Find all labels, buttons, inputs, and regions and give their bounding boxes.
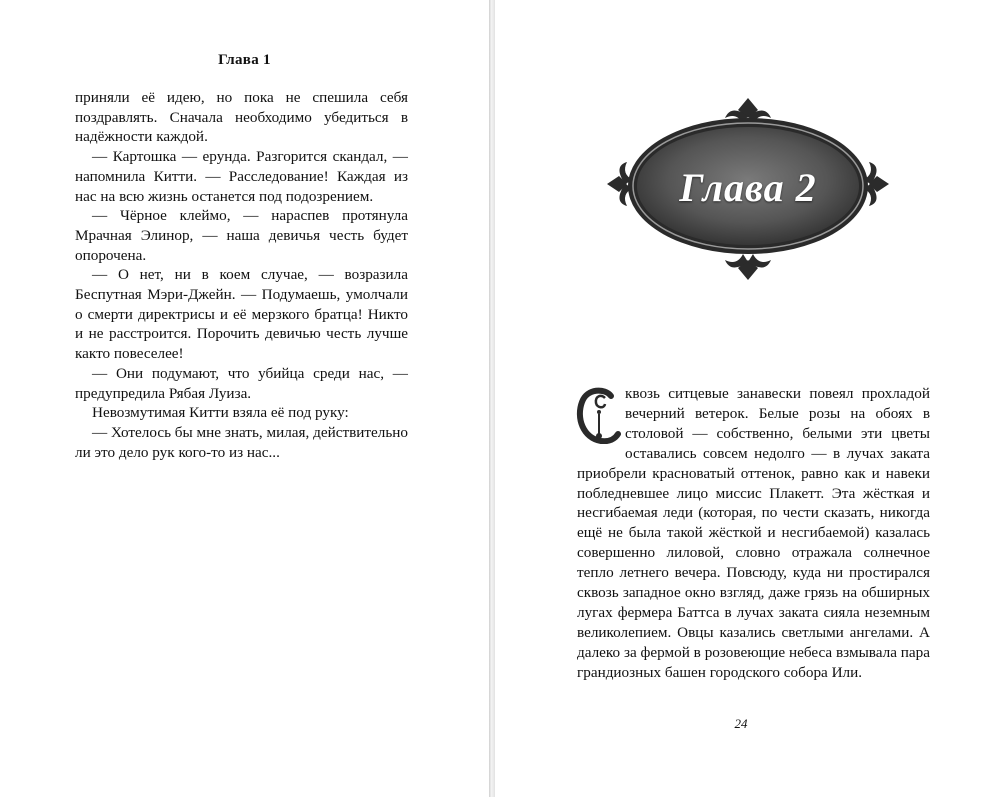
paragraph: — Картошка — ерунда. Разгорится скандал, — напомнила Китти. — Расследование! Каждая из нас на всю жизнь останется под подозрением. <box>75 148 408 205</box>
drop-cap-icon <box>575 386 621 444</box>
right-page-text <box>577 384 930 683</box>
page-number: 24 <box>734 716 748 731</box>
paragraph: — Чёрное клеймо, — нараспев протянула Мрачная Элинор, — наша девичья честь будет опорочена. <box>75 207 408 264</box>
paragraph: — О нет, ни в коем случае, — возразила Беспутная Мэри-Джейн. — Подумаешь, умолчали о смерти директрисы и её мерзкого братца! Никто и не расстроится. Порочить девичью честь лучше както повеселее! <box>75 266 408 363</box>
paragraph: — Они подумают, что убийца среди нас, — предупредила Рябая Луиза. <box>75 364 408 402</box>
chapter-title: Глава 2 <box>679 165 817 210</box>
paragraph: квозь ситцевые занавески повеял прохладой вечерний ветерок. Белые розы на обоях в столовой — собственно, белыми эти цветы оставались совсем недолго — в лучах заката приобрели красноватый оттенок, равно как и навеки побледневшее лицо миссис Плакетт. Эта жёсткая и несгибаемая леди (которая, по чести сказать, никогда ещё не была такой жёсткой и несгибаемой) казалась совершенно лиловой, словно отражала солнечное тепло летнего вечера. Повсюду, куда ни простирался сквозь западное окно взгляд, даже грязь на обширных лугах фермера Баттса в лучах заката сияла неземным великолепием. Овцы казались светлыми ангелами. А далеко за фермой в розовеющие небеса взмывала пара грандиозных башен городского собора Или. <box>577 385 930 681</box>
running-head: Глава 1 <box>218 52 271 68</box>
paragraph: Невозмутимая Китти взяла её под руку: <box>92 404 349 422</box>
left-page-text <box>75 88 408 462</box>
paragraph: приняли её идею, но пока не спешила себя поздравлять. Сначала необходимо убедиться в надёжности каждой. <box>75 89 408 146</box>
paragraph: — Хотелось бы мне знать, милая, действительно ли это дело рук кого-то из нас... <box>75 423 408 461</box>
